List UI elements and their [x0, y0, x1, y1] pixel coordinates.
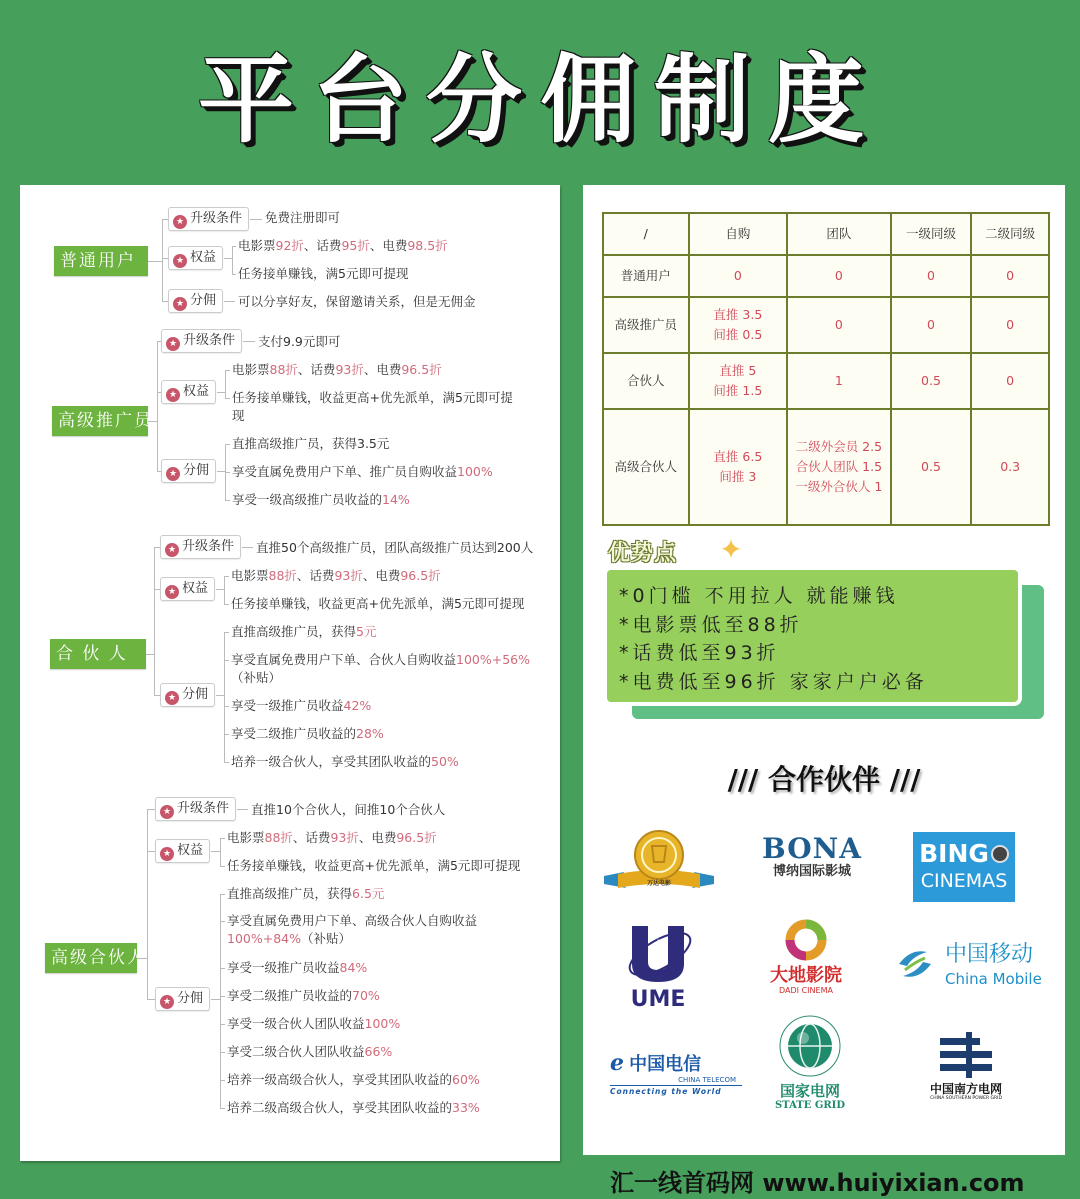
table-header: 一级同级	[891, 213, 972, 255]
connector-line	[224, 258, 232, 259]
connector-line	[225, 500, 230, 501]
text-part: 享受一级推广员收益	[231, 698, 344, 713]
category-label: 升级条件	[177, 801, 230, 816]
cell-line: 0	[834, 268, 843, 283]
connector-line	[147, 851, 155, 852]
connector-line	[148, 421, 157, 422]
text-part: 享受一级合伙人团队收益	[227, 1016, 365, 1031]
text-part: 电影票	[238, 238, 276, 253]
table-header: 自购	[689, 213, 788, 255]
bing-subtitle: CINEMAS	[920, 870, 1008, 892]
text-part: 电影票	[227, 830, 265, 845]
category-badge	[168, 246, 223, 270]
peer-level1-cell: 0.5	[891, 353, 972, 409]
star-icon: ★	[166, 388, 180, 402]
highlight-value: 96.5折	[400, 568, 441, 583]
benefit-item	[232, 463, 493, 481]
dadi-wordmark: 大地影院	[770, 965, 842, 986]
china-telecom-logo	[610, 1050, 742, 1096]
csg-emblem-icon	[936, 1032, 996, 1078]
cell-line: 间推 0.5	[713, 327, 763, 342]
star-icon: ★	[165, 691, 179, 705]
text-part: 享受二级推广员收益的	[231, 726, 357, 741]
table-row	[603, 255, 1049, 297]
state-grid-logo	[774, 1014, 846, 1112]
benefit-item	[227, 1071, 480, 1089]
self-purchase-cell	[689, 353, 788, 409]
tier-node: 高级合伙人	[45, 943, 137, 973]
bing-wordmark: BING	[919, 839, 989, 868]
benefit-item	[227, 987, 380, 1005]
connector-line	[225, 398, 230, 399]
connector-line	[147, 999, 155, 1000]
advantage-item: *话费低至93折	[619, 642, 780, 664]
connector-line	[220, 894, 221, 1108]
benefit-item	[231, 753, 459, 771]
category-badge	[161, 459, 216, 483]
benefit-item: 直推高级推广员，获得3.5元	[232, 436, 390, 451]
benefit-item	[227, 885, 384, 903]
highlight-value: 96.5折	[401, 362, 442, 377]
connector-line	[211, 999, 220, 1000]
text-part: 培养一级合伙人，享受其团队收益的	[231, 754, 432, 769]
connector-line	[147, 809, 155, 810]
highlight-value: 66%	[364, 1044, 393, 1059]
connector-line	[242, 547, 253, 548]
text-part: 享受直属免费用户下单、推广员自购收益	[232, 464, 458, 479]
benefit-item	[227, 1015, 400, 1033]
benefit-item	[227, 959, 367, 977]
text-part: 、话费	[296, 568, 335, 583]
highlight-value: 100%	[457, 464, 493, 479]
benefit-item	[238, 237, 448, 255]
star-icon: ★	[160, 847, 174, 861]
benefit-item: 任务接单赚钱，收益更高+优先派单，满5元即可提现	[231, 596, 525, 611]
connector-line	[220, 838, 221, 866]
highlight-value: 42%	[343, 698, 372, 713]
connector-line	[220, 866, 225, 867]
benefit-item	[231, 725, 384, 743]
tier-cell: 普通用户	[603, 255, 689, 297]
text-part: 享受二级推广员收益的	[227, 988, 353, 1003]
highlight-value: 93折	[334, 568, 363, 583]
highlight-value: 14%	[382, 492, 410, 507]
star-icon: ★	[165, 585, 179, 599]
team-cell	[787, 297, 891, 353]
category-badge	[160, 535, 241, 559]
bing-logo	[913, 832, 1015, 902]
wanda-logo	[600, 828, 718, 898]
china-telecom-en: CHINA TELECOM	[678, 1076, 736, 1084]
highlight-value: 100%+56%	[456, 652, 531, 667]
team-cell	[787, 353, 891, 409]
china-telecom-cn: 中国电信	[629, 1054, 702, 1075]
text-part: 、话费	[297, 362, 336, 377]
category-label: 分佣	[190, 293, 217, 308]
partners-title: /// 合作伙伴 ///	[727, 763, 921, 796]
connector-line	[224, 632, 225, 762]
highlight-value: 100%+84%	[227, 931, 301, 946]
cell-line: 直推 5	[719, 363, 757, 378]
advantages-title: 优势点	[608, 541, 678, 566]
team-cell	[787, 409, 891, 525]
star-icon: ★	[160, 805, 174, 819]
connector-line	[224, 706, 229, 707]
text-part: （补贴）	[301, 931, 352, 946]
text-part: 电影票	[231, 568, 269, 583]
cell-line: 直推 6.5	[713, 449, 763, 464]
connector-line	[224, 734, 229, 735]
category-label: 权益	[177, 843, 204, 858]
peer-level2-cell: 0	[971, 255, 1049, 297]
bona-wordmark: BONA	[762, 832, 862, 865]
category-badge	[160, 577, 215, 601]
csg-cn: 中国南方电网	[929, 1082, 1002, 1096]
star-icon: ★	[166, 337, 180, 351]
advantage-item: *电影票低至88折	[619, 613, 803, 636]
tier-node: 合 伙 人	[50, 639, 146, 669]
china-mobile-logo	[891, 940, 1041, 990]
highlight-value: 70%	[352, 988, 380, 1003]
highlight-value: 50%	[431, 754, 459, 769]
category-label: 权益	[190, 250, 217, 265]
sparkle-icon: ✦	[719, 533, 743, 566]
text-part: 享受一级推广员收益	[227, 960, 340, 975]
peer-level1-cell: 0	[891, 297, 972, 353]
category-label: 分佣	[183, 463, 210, 478]
connector-line	[232, 274, 236, 275]
benefit-item	[231, 567, 441, 585]
dadi-ring-icon	[784, 918, 828, 962]
connector-line	[217, 392, 225, 393]
highlight-value: 88折	[269, 362, 298, 377]
text-part: 、电费	[369, 238, 408, 253]
page-title: 平台分佣制度	[198, 44, 882, 156]
text-part: 、话费	[292, 830, 331, 845]
cell-line: 1	[834, 373, 843, 388]
benefit-item	[232, 361, 442, 379]
highlight-value: 33%	[452, 1100, 480, 1115]
connector-line	[220, 894, 225, 895]
csg-en: CHINA SOUTHERN POWER GRID	[930, 1096, 1002, 1101]
connector-line	[220, 996, 225, 997]
connector-line	[217, 471, 225, 472]
text-part: 培养二级高级合伙人，享受其团队收益的	[227, 1100, 453, 1115]
category-badge	[168, 207, 249, 231]
advantage-item: *电费低至96折 家家户户必备	[619, 670, 928, 693]
text-part: 享受二级合伙人团队收益	[227, 1044, 365, 1059]
china-mobile-cn: 中国移动	[945, 942, 1034, 967]
text-part: 、话费	[303, 238, 342, 253]
tier-node: 高级推广员	[52, 406, 148, 436]
connector-line	[157, 341, 158, 471]
connector-line	[162, 219, 163, 301]
connector-line	[137, 958, 147, 959]
self-purchase-cell	[689, 409, 788, 525]
benefit-item	[231, 697, 371, 715]
china-mobile-en: China Mobile	[945, 970, 1042, 988]
connector-line	[225, 444, 230, 445]
connector-line	[211, 851, 220, 852]
cell-line: 间推 3	[719, 469, 757, 484]
tier-node: 普通用户	[54, 246, 148, 276]
highlight-value: 96.5折	[396, 830, 437, 845]
benefit-item: 任务接单赚钱，满5元即可提现	[238, 266, 409, 281]
connector-line	[224, 604, 229, 605]
benefit-item	[227, 912, 537, 948]
benefit-item	[231, 651, 531, 687]
category-badge	[155, 797, 236, 821]
highlight-value: 84%	[339, 960, 368, 975]
peer-level2-cell: 0	[971, 353, 1049, 409]
connector-line	[147, 809, 148, 999]
film-reel-icon	[991, 845, 1009, 863]
connector-line	[224, 762, 229, 763]
category-label: 分佣	[177, 991, 204, 1006]
highlight-value: 88折	[268, 568, 297, 583]
star-icon: ★	[173, 215, 187, 229]
connector-line	[220, 838, 225, 839]
ume-wordmark: UME	[630, 987, 686, 1012]
connector-line	[220, 921, 225, 922]
benefit-item	[227, 1043, 392, 1061]
category-badge	[160, 683, 215, 707]
self-purchase-cell	[689, 255, 788, 297]
benefit-item	[227, 1099, 480, 1117]
connector-line	[220, 1052, 225, 1053]
text-part: 、电费	[362, 568, 401, 583]
footer-watermark: 汇一线首码网 www.huiyixian.com	[610, 1169, 1025, 1197]
table-row	[603, 353, 1049, 409]
bona-logo	[760, 834, 864, 880]
text-part: 培养一级高级合伙人，享受其团队收益的	[227, 1072, 453, 1087]
table-header-row	[603, 213, 1049, 255]
cell-line: 二级外会员 2.5	[795, 439, 883, 454]
highlight-value: 88折	[264, 830, 293, 845]
benefit-item	[231, 623, 376, 641]
highlight-value: 93折	[335, 362, 364, 377]
benefit-item: 可以分享好友，保留邀请关系，但是无佣金	[238, 294, 476, 309]
cell-line: 0	[834, 317, 843, 332]
table-header: 团队	[787, 213, 891, 255]
advantages-box	[607, 570, 1018, 702]
connector-line	[224, 632, 229, 633]
star-icon: ★	[160, 995, 174, 1009]
category-badge	[161, 380, 216, 404]
divider	[610, 1085, 742, 1086]
cell-line: 间推 1.5	[713, 383, 763, 398]
advantage-item: *0门槛 不用拉人 就能赚钱	[619, 585, 899, 607]
category-label: 权益	[183, 384, 210, 399]
category-badge	[155, 839, 210, 863]
peer-level2-cell: 0	[971, 297, 1049, 353]
star-icon: ★	[166, 467, 180, 481]
highlight-value: 6.5元	[352, 886, 385, 901]
text-part: 、电费	[363, 362, 402, 377]
text-part: 电影票	[232, 362, 270, 377]
star-icon: ★	[165, 543, 179, 557]
wanda-emblem-icon	[600, 828, 718, 898]
connector-line	[232, 246, 233, 274]
highlight-value: 93折	[330, 830, 359, 845]
benefit-item	[227, 829, 437, 847]
table-row	[603, 297, 1049, 353]
team-cell	[787, 255, 891, 297]
wanda-label: 万达电影	[646, 880, 671, 887]
connector-line	[224, 576, 229, 577]
ume-emblem-icon	[618, 922, 698, 984]
benefit-item: 免费注册即可	[265, 210, 341, 225]
category-label: 分佣	[182, 687, 209, 702]
connector-line	[243, 341, 255, 342]
cell-line: 合伙人团队 1.5	[795, 459, 883, 474]
tier-cell: 高级合伙人	[603, 409, 689, 525]
table-header: /	[603, 213, 689, 255]
self-purchase-cell	[689, 297, 788, 353]
category-label: 权益	[182, 581, 209, 596]
ume-logo	[618, 922, 698, 1010]
connector-line	[224, 660, 229, 661]
connector-line	[220, 1024, 225, 1025]
text-part: 、电费	[358, 830, 397, 845]
highlight-value: 28%	[356, 726, 384, 741]
highlight-value: 100%	[364, 1016, 401, 1031]
connector-line	[216, 695, 224, 696]
star-icon: ★	[173, 297, 187, 311]
cell-line: 0	[733, 268, 742, 283]
connector-line	[220, 968, 225, 969]
benefit-item	[232, 491, 410, 509]
cell-line: 一级外合伙人 1	[795, 479, 883, 494]
china-mobile-emblem-icon	[891, 940, 939, 988]
text-part: 享受一级高级推广员收益的	[232, 492, 383, 507]
text-part: （补贴）	[231, 670, 282, 685]
category-badge	[161, 329, 242, 353]
category-label: 升级条件	[190, 211, 243, 226]
connector-line	[224, 301, 235, 302]
text-part: 直推高级推广员，获得	[227, 886, 353, 901]
connector-line	[216, 589, 224, 590]
state-grid-globe-icon	[775, 1014, 845, 1078]
telecom-swirl-icon: ℯ	[610, 1050, 624, 1076]
csg-logo	[918, 1032, 1014, 1102]
dadi-logo	[764, 918, 848, 996]
peer-level1-cell: 0.5	[891, 409, 972, 525]
highlight-value: 95折	[341, 238, 370, 253]
connector-line	[237, 809, 248, 810]
table-row	[603, 409, 1049, 525]
category-badge	[155, 987, 210, 1011]
category-label: 升级条件	[182, 539, 235, 554]
star-icon: ★	[173, 254, 187, 268]
benefit-item: 任务接单赚钱，收益更高+优先派单，满5元即可提现	[232, 390, 513, 423]
benefit-item: 直推10个合伙人，间推10个合伙人	[251, 802, 446, 817]
benefit-item: 直推50个高级推广员，团队高级推广员达到200人	[256, 540, 534, 555]
text-part: 享受直属免费用户下单、合伙人自购收益	[231, 652, 457, 667]
cell-line: 直推 3.5	[713, 307, 763, 322]
highlight-value: 98.5折	[407, 238, 448, 253]
dadi-subtitle: DADI CINEMA	[779, 986, 833, 995]
category-label: 升级条件	[183, 333, 236, 348]
connector-line	[220, 1108, 225, 1109]
connector-line	[225, 472, 230, 473]
connector-line	[250, 219, 262, 220]
benefit-item: 支付9.9元即可	[258, 334, 341, 349]
connector-line	[220, 1080, 225, 1081]
commission-table	[602, 212, 1050, 526]
connector-line	[225, 370, 226, 398]
connector-line	[232, 246, 236, 247]
connector-line	[224, 576, 225, 604]
tier-cell: 高级推广员	[603, 297, 689, 353]
table-header: 二级同级	[971, 213, 1049, 255]
text-part: 享受直属免费用户下单、高级合伙人自购收益	[227, 913, 478, 928]
text-part: 直推高级推广员，获得	[231, 624, 357, 639]
connector-line	[154, 547, 155, 695]
state-grid-en: STATE GRID	[774, 1100, 846, 1111]
peer-level1-cell: 0	[891, 255, 972, 297]
bona-subtitle: 博纳国际影城	[772, 864, 851, 879]
peer-level2-cell: 0.3	[971, 409, 1049, 525]
china-telecom-tagline: Connecting the World	[610, 1087, 722, 1096]
state-grid-cn: 国家电网	[779, 1082, 840, 1100]
connector-line	[146, 654, 154, 655]
category-badge	[168, 289, 223, 313]
highlight-value: 5元	[356, 624, 377, 639]
benefit-item: 任务接单赚钱，收益更高+优先派单，满5元即可提现	[227, 858, 521, 873]
highlight-value: 92折	[275, 238, 304, 253]
connector-line	[225, 370, 230, 371]
highlight-value: 60%	[452, 1072, 480, 1087]
tier-cell: 合伙人	[603, 353, 689, 409]
connector-line	[148, 261, 162, 262]
